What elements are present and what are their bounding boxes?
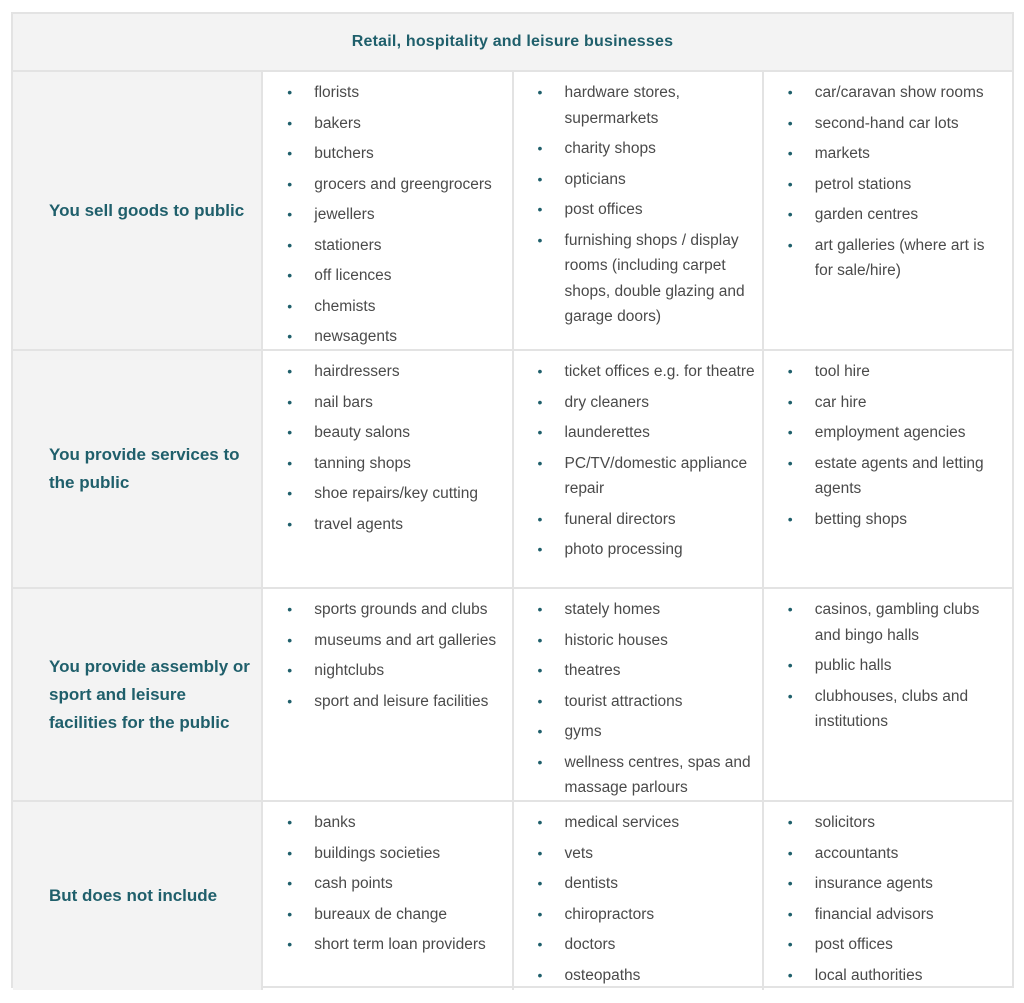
list-item-text: wellness centres, spas and massage parlours (564, 753, 751, 796)
category-list (788, 359, 1006, 532)
bullet-icon: • (537, 631, 543, 648)
row-provide-services (13, 351, 1012, 589)
category-list (788, 80, 1006, 284)
list-item-text: betting shops (814, 510, 907, 528)
list-item-text: second-hand car lots (814, 114, 959, 132)
category-list (538, 359, 756, 563)
list-item (538, 197, 756, 223)
list-item-text: car hire (814, 393, 867, 411)
bullet-icon: • (537, 662, 543, 678)
list-item-text: car/caravan show rooms (814, 84, 984, 101)
list-item-text: nightclubs (314, 662, 385, 679)
list-item (788, 359, 1006, 385)
list-item-text: osteopaths (564, 966, 641, 984)
list-item (788, 141, 1006, 167)
table-title: Retail, hospitality and leisure businesses (351, 33, 674, 50)
list-item-text: employment agencies (814, 424, 966, 441)
bullet-icon: • (537, 844, 543, 861)
bullet-icon: • (537, 84, 543, 100)
bullet-icon: • (287, 454, 293, 471)
table-body (13, 72, 1012, 990)
list-item-text: solicitors (814, 814, 876, 831)
list-item-text: bureaux de change (314, 905, 448, 923)
bullet-icon: • (787, 844, 793, 861)
list-item-text: newsagents (314, 328, 398, 345)
row-label-cell (13, 802, 263, 990)
bullet-icon: • (537, 510, 543, 527)
list-item-text: vets (564, 844, 593, 862)
list-item-text: short term loan providers (314, 936, 486, 953)
list-item (287, 481, 505, 507)
bullet-icon: • (787, 114, 793, 131)
bullet-icon: • (537, 875, 543, 891)
bullet-icon: • (537, 936, 543, 952)
list-item-text: local authorities (814, 966, 923, 984)
category-list (287, 597, 505, 714)
list-item (538, 451, 756, 502)
category-list (788, 597, 1006, 735)
bullet-icon: • (287, 297, 293, 314)
list-item-text: dentists (564, 875, 618, 892)
list-item-text: banks (314, 814, 356, 831)
bullet-icon: • (287, 363, 293, 379)
list-item-text: stately homes (564, 601, 661, 618)
list-item (538, 390, 756, 416)
category-column (263, 72, 513, 349)
list-item (287, 202, 505, 228)
category-column (764, 589, 1012, 800)
bullet-icon: • (787, 363, 793, 379)
list-item-text: buildings societies (314, 844, 441, 862)
list-item (788, 420, 1006, 446)
bullet-icon: • (537, 140, 543, 156)
list-item-text: ticket offices e.g. for theatre (564, 363, 755, 380)
list-item-text: sports grounds and clubs (314, 601, 488, 618)
list-item (538, 750, 756, 801)
list-item (538, 136, 756, 162)
list-item-text: shoe repairs/key cutting (314, 485, 478, 502)
list-item-text: off licences (314, 267, 392, 284)
list-item (287, 233, 505, 259)
category-column (764, 351, 1012, 587)
bullet-icon: • (537, 814, 543, 830)
list-item-text: museums and art galleries (314, 631, 497, 649)
row-label: You provide services to the public (49, 445, 240, 492)
bullet-icon: • (287, 692, 293, 709)
list-item-text: dry cleaners (564, 393, 649, 411)
list-item-text: PC/TV/domestic appliance repair (564, 454, 748, 497)
bullet-icon: • (287, 844, 293, 861)
list-item (538, 841, 756, 867)
list-item (287, 512, 505, 538)
bullet-icon: • (537, 753, 543, 770)
bullet-icon: • (537, 424, 543, 440)
bullet-icon: • (537, 723, 543, 739)
bullet-icon: • (537, 454, 543, 471)
list-item-text: garden centres (814, 206, 919, 223)
list-item (287, 263, 505, 289)
list-item (538, 658, 756, 684)
list-item-text: travel agents (314, 515, 404, 533)
list-item (788, 597, 1006, 648)
list-item (788, 172, 1006, 198)
bullet-icon: • (787, 454, 793, 471)
bullet-icon: • (287, 424, 293, 440)
bullet-icon: • (537, 363, 543, 379)
list-item (788, 684, 1006, 735)
bullet-icon: • (787, 875, 793, 891)
list-item (287, 451, 505, 477)
list-item-text: petrol stations (814, 175, 912, 193)
row-label: You sell goods to public (49, 200, 245, 220)
category-column (263, 802, 513, 990)
list-item-text: butchers (314, 145, 374, 162)
category-list (287, 810, 505, 958)
list-item (287, 390, 505, 416)
category-column (263, 351, 513, 587)
category-column (514, 589, 764, 800)
list-item (287, 80, 505, 106)
list-item (538, 80, 756, 131)
bullet-icon: • (537, 905, 543, 922)
category-list (788, 810, 1006, 988)
list-item (538, 963, 756, 989)
list-item-text: tool hire (814, 363, 870, 380)
bullet-icon: • (787, 814, 793, 830)
list-item (538, 597, 756, 623)
list-item (287, 841, 505, 867)
category-list (287, 80, 505, 350)
list-item (538, 932, 756, 958)
bullet-icon: • (787, 905, 793, 922)
list-item (287, 689, 505, 715)
category-list (538, 80, 756, 330)
list-item-text: opticians (564, 170, 626, 188)
list-item (538, 719, 756, 745)
bullet-icon: • (287, 905, 293, 922)
bullet-icon: • (537, 692, 543, 709)
bullet-icon: • (787, 601, 793, 617)
list-item-text: jewellers (314, 206, 375, 223)
list-item-text: florists (314, 84, 360, 101)
bullet-icon: • (287, 267, 293, 283)
list-item (287, 597, 505, 623)
business-types-table (11, 12, 1014, 988)
row-assembly-facilities (13, 589, 1012, 802)
list-item-text: charity shops (564, 140, 656, 157)
list-item (788, 111, 1006, 137)
category-column (514, 802, 764, 990)
list-item (538, 228, 756, 330)
bullet-icon: • (537, 231, 543, 248)
list-item (788, 80, 1006, 106)
bullet-icon: • (787, 424, 793, 440)
list-item (287, 871, 505, 897)
list-item-text: insurance agents (814, 875, 933, 892)
bullet-icon: • (287, 662, 293, 678)
list-item-text: historic houses (564, 631, 668, 649)
row-label-cell (13, 589, 263, 800)
list-item-text: chemists (314, 297, 376, 315)
list-item-text: clubhouses, clubs and institutions (814, 687, 969, 730)
row-label-cell (13, 351, 263, 587)
list-item-text: tanning shops (314, 454, 411, 472)
list-item-text: accountants (814, 844, 899, 862)
list-item (788, 653, 1006, 679)
bullet-icon: • (537, 541, 543, 557)
list-item (287, 111, 505, 137)
bullet-icon: • (287, 145, 293, 161)
list-item (788, 902, 1006, 928)
bullet-icon: • (287, 393, 293, 410)
list-item-text: public halls (814, 657, 892, 674)
category-column (263, 589, 513, 800)
list-item-text: theatres (564, 662, 621, 679)
bullet-icon: • (787, 84, 793, 100)
list-item (788, 202, 1006, 228)
list-item (287, 172, 505, 198)
category-list (538, 810, 756, 988)
list-item (538, 167, 756, 193)
bullet-icon: • (787, 393, 793, 410)
list-item (287, 141, 505, 167)
bullet-icon: • (787, 236, 793, 253)
list-item (788, 932, 1006, 958)
list-item (287, 902, 505, 928)
bullet-icon: • (287, 328, 293, 344)
row-sell-goods (13, 72, 1012, 351)
list-item-text: post offices (814, 936, 893, 953)
list-item (538, 871, 756, 897)
list-item-text: hairdressers (314, 363, 400, 380)
category-column (514, 351, 764, 587)
bullet-icon: • (787, 510, 793, 527)
list-item (788, 871, 1006, 897)
list-item-text: medical services (564, 814, 680, 831)
list-item (788, 810, 1006, 836)
list-item (538, 507, 756, 533)
bullet-icon: • (287, 515, 293, 532)
list-item-text: chiropractors (564, 905, 655, 923)
bullet-icon: • (787, 687, 793, 704)
list-item-text: doctors (564, 936, 616, 953)
category-column (764, 802, 1012, 990)
bullet-icon: • (537, 393, 543, 410)
bullet-icon: • (287, 875, 293, 891)
list-item (538, 628, 756, 654)
list-item-text: tourist attractions (564, 692, 683, 710)
list-item-text: cash points (314, 875, 393, 892)
list-item (287, 628, 505, 654)
bullet-icon: • (287, 814, 293, 830)
list-item (538, 810, 756, 836)
list-item (788, 963, 1006, 989)
bullet-icon: • (287, 631, 293, 648)
list-item-text: sport and leisure facilities (314, 692, 489, 710)
category-column (514, 72, 764, 349)
list-item (538, 420, 756, 446)
list-item (538, 902, 756, 928)
bullet-icon: • (287, 236, 293, 253)
list-item-text: estate agents and letting agents (814, 454, 984, 497)
list-item-text: bakers (314, 114, 361, 132)
bullet-icon: • (787, 936, 793, 952)
list-item-text: gyms (564, 723, 602, 740)
bullet-icon: • (787, 657, 793, 673)
list-item-text: hardware stores, supermarkets (564, 84, 680, 127)
list-item-text: funeral directors (564, 510, 676, 528)
list-item (287, 658, 505, 684)
category-list (538, 597, 756, 801)
list-item-text: stationers (314, 236, 382, 254)
bullet-icon: • (287, 114, 293, 131)
bullet-icon: • (287, 175, 293, 192)
list-item-text: art galleries (where art is for sale/hire) (814, 236, 985, 279)
list-item (538, 537, 756, 563)
list-item (287, 359, 505, 385)
bullet-icon: • (287, 84, 293, 100)
row-label: You provide assembly or sport and leisure facilities for the public (49, 656, 250, 732)
list-item (287, 324, 505, 350)
bullet-icon: • (537, 966, 543, 983)
list-item (538, 689, 756, 715)
list-item (287, 932, 505, 958)
bullet-icon: • (787, 175, 793, 192)
bullet-icon: • (287, 936, 293, 952)
list-item-text: markets (814, 145, 870, 162)
list-item (788, 390, 1006, 416)
list-item (287, 420, 505, 446)
bullet-icon: • (537, 201, 543, 217)
list-item (788, 841, 1006, 867)
list-item (788, 233, 1006, 284)
bullet-icon: • (537, 170, 543, 187)
bullet-icon: • (287, 601, 293, 617)
list-item (287, 294, 505, 320)
list-item-text: casinos, gambling clubs and bingo halls (814, 601, 980, 644)
bullet-icon: • (537, 601, 543, 617)
row-label: But does not include (49, 886, 218, 905)
list-item (538, 359, 756, 385)
list-item (788, 507, 1006, 533)
table-header (13, 14, 1012, 72)
row-exclusions (13, 802, 1012, 990)
list-item-text: post offices (564, 201, 643, 218)
bullet-icon: • (787, 206, 793, 222)
row-label-cell (13, 72, 263, 349)
category-column (764, 72, 1012, 349)
list-item-text: financial advisors (814, 905, 934, 923)
list-item-text: beauty salons (314, 424, 410, 441)
bullet-icon: • (287, 485, 293, 501)
bullet-icon: • (287, 206, 293, 222)
bullet-icon: • (787, 966, 793, 983)
list-item-text: nail bars (314, 393, 373, 411)
list-item (287, 810, 505, 836)
list-item-text: furnishing shops / display rooms (including carpet shops, double glazing and garage doors) (564, 231, 745, 325)
category-list (287, 359, 505, 537)
list-item-text: grocers and greengrocers (314, 175, 492, 193)
list-item-text: photo processing (564, 541, 683, 558)
list-item (788, 451, 1006, 502)
list-item-text: launderettes (564, 424, 650, 441)
bullet-icon: • (787, 145, 793, 161)
